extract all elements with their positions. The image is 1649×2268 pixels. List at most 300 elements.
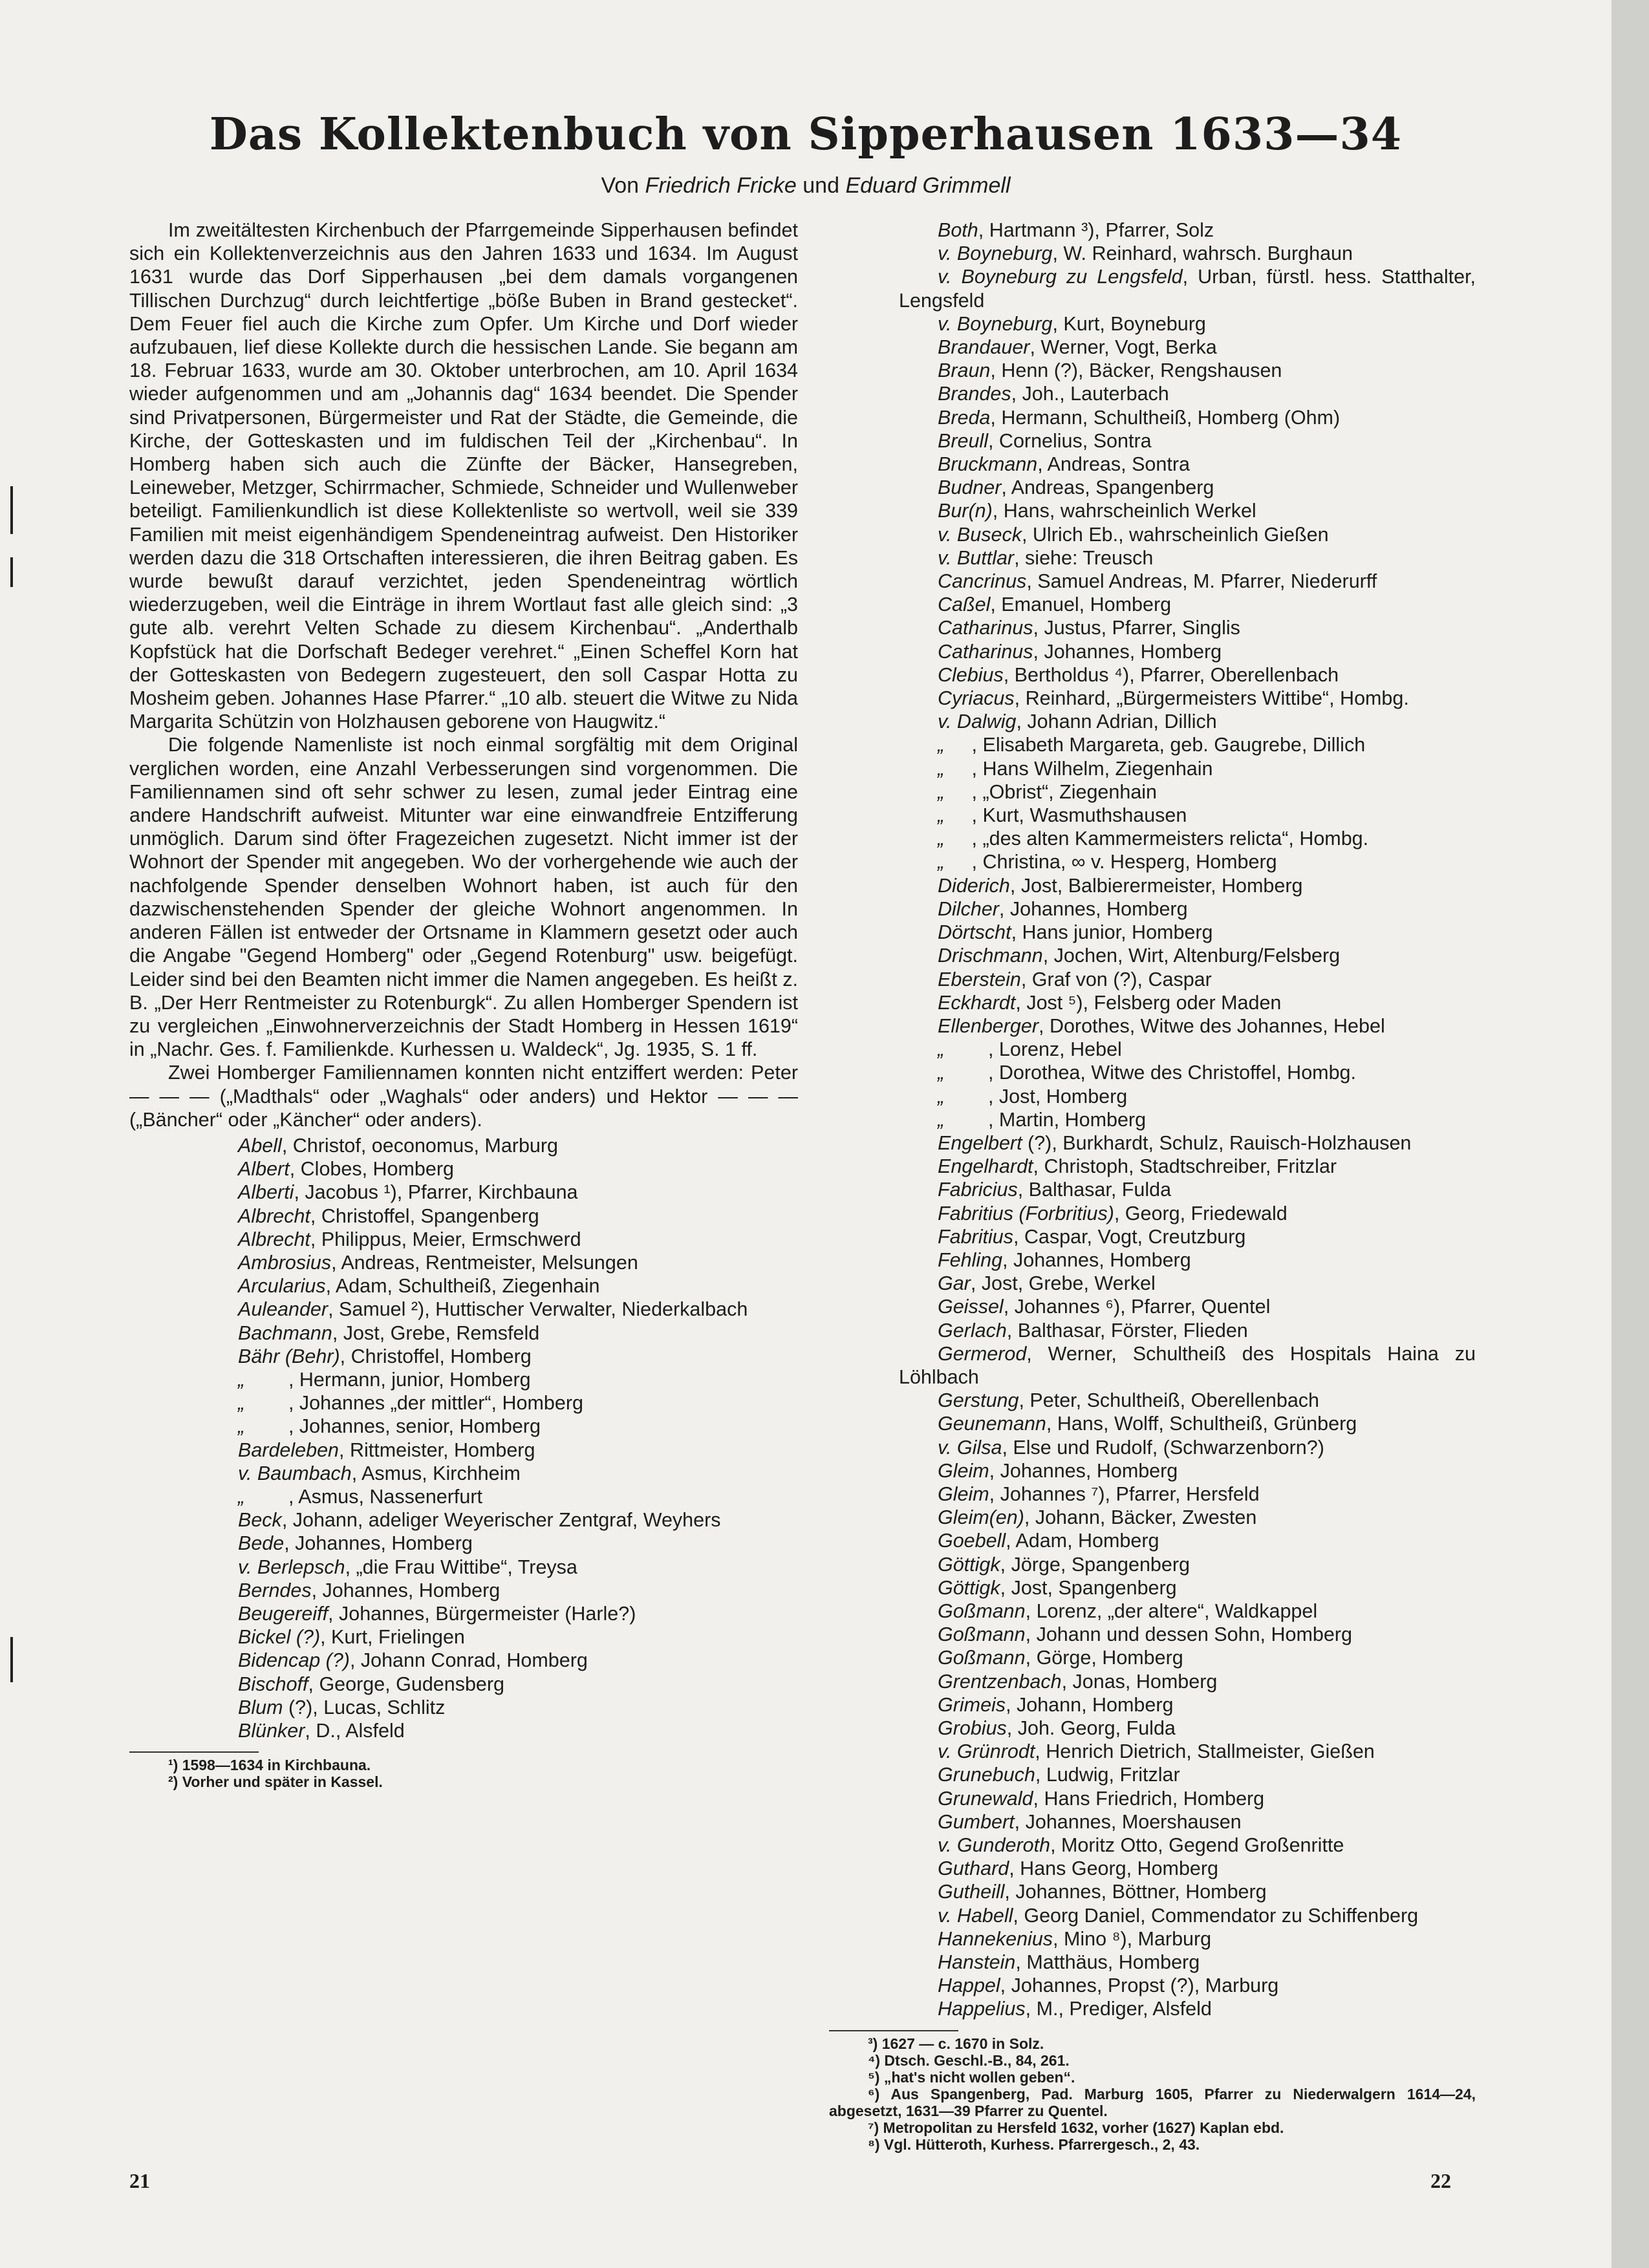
footnote: ³) 1627 — c. 1670 in Solz. — [868, 2035, 1044, 2052]
name-entry — [129, 1298, 798, 1321]
entry-details: , Jonas, Homberg — [1061, 1670, 1218, 1693]
name-entry — [829, 265, 1482, 312]
name-entry — [829, 874, 1476, 897]
name-entry — [829, 1014, 1476, 1038]
name-entry — [829, 1763, 1476, 1786]
family-name: Breull — [938, 429, 988, 452]
entry-details: , Elisabeth Margareta, geb. Gaugrebe, Dillich — [944, 734, 1366, 756]
family-name: Happel — [938, 1974, 1000, 1997]
entry-details: , Werner, Vogt, Berka — [1029, 336, 1217, 359]
entry-details: , Rittmeister, Homberg — [339, 1439, 535, 1461]
family-name: „ — [238, 1485, 245, 1508]
byline-conj: und — [803, 173, 839, 198]
family-name: Dilcher — [938, 897, 999, 920]
family-name: Drischmann — [938, 945, 1043, 967]
name-entry — [829, 1810, 1476, 1834]
entry-details: , „Obrist“, Ziegenhain — [944, 780, 1158, 803]
name-entry — [829, 1997, 1476, 2020]
entry-details: , Johannes, Homberg — [1002, 1248, 1191, 1271]
name-entry — [829, 780, 1476, 804]
name-entry — [829, 616, 1476, 639]
entry-details: , Asmus, Nassenerfurt — [244, 1485, 482, 1508]
family-name: Grimeis — [938, 1693, 1006, 1716]
family-name: Goßmann — [938, 1599, 1026, 1622]
name-entry — [829, 1576, 1476, 1599]
entry-details: , Hans Friedrich, Homberg — [1033, 1787, 1265, 1810]
family-name: v. Berlepsch — [238, 1556, 345, 1578]
name-entry — [829, 1202, 1476, 1225]
family-name: Bede — [238, 1532, 285, 1555]
name-entry — [829, 429, 1476, 453]
entry-details: , Jost, Grebe, Werkel — [970, 1272, 1156, 1295]
name-entry — [829, 1436, 1476, 1459]
name-entry — [829, 850, 1476, 873]
name-entry — [829, 897, 1476, 921]
family-name: Fabritius (Forbritius) — [938, 1202, 1114, 1225]
entry-details: , Hartmann ³), Pfarrer, Solz — [978, 219, 1214, 241]
family-name: Alberti — [238, 1181, 294, 1204]
family-name: Clebius — [938, 663, 1004, 686]
entry-details: , Christof, oeconomus, Marburg — [281, 1134, 559, 1157]
family-name: Albert — [238, 1158, 290, 1181]
name-entry — [129, 1602, 798, 1625]
entry-details: , Jacobus ¹), Pfarrer, Kirchbauna — [294, 1181, 578, 1204]
entry-details: , Philippus, Meier, Ermschwerd — [310, 1228, 581, 1250]
name-entry — [129, 1649, 798, 1672]
name-entry — [129, 1157, 798, 1181]
entry-details: , Henn (?), Bäcker, Rengshausen — [990, 359, 1282, 382]
name-entry — [129, 1696, 798, 1719]
name-entry — [829, 1085, 1476, 1108]
name-entry — [129, 1415, 798, 1438]
entry-details: , Emanuel, Homberg — [990, 594, 1172, 616]
family-name: Grentzenbach — [938, 1670, 1062, 1693]
family-name: Ellenberger — [938, 1014, 1039, 1037]
entry-details: , Kurt, Frielingen — [320, 1626, 465, 1649]
name-entry — [129, 1204, 798, 1228]
family-name: „ — [938, 757, 945, 780]
footnote-rule — [829, 2030, 958, 2031]
family-name: Engelhardt — [938, 1155, 1033, 1178]
family-name: Gerstung — [938, 1389, 1019, 1412]
right-column — [829, 219, 1482, 2153]
family-name: Gutheill — [938, 1881, 1005, 1903]
entry-details: , Lorenz, Hebel — [944, 1038, 1122, 1061]
entry-details: , Johannes, Homberg — [284, 1532, 473, 1555]
page-number-left: 21 — [129, 2169, 150, 2192]
family-name: Fehling — [938, 1248, 1003, 1271]
entry-details: , Jost, Balbierermeister, Homberg — [1009, 874, 1303, 897]
family-name: Abell — [238, 1134, 282, 1157]
name-entry — [829, 1646, 1476, 1669]
name-entry — [829, 1857, 1476, 1880]
entry-details: , Johann Adrian, Dillich — [1016, 711, 1217, 733]
entry-details: , Johannes, senior, Homberg — [244, 1415, 541, 1438]
name-entry — [829, 1693, 1476, 1717]
entry-details: , George, Gudensberg — [308, 1673, 504, 1695]
name-entry — [829, 1951, 1476, 1974]
family-name: v. Buseck — [938, 523, 1022, 546]
entry-details: , Johannes, Homberg — [998, 897, 1188, 920]
entry-details: , M., Prediger, Alsfeld — [1025, 1998, 1212, 2020]
entry-details: , Jost ⁵), Felsberg oder Maden — [1015, 991, 1282, 1014]
entry-details: , Christoph, Stadtschreiber, Fritzlar — [1033, 1155, 1337, 1178]
name-entry — [829, 1389, 1476, 1412]
entry-details: , Hans Georg, Homberg — [1009, 1857, 1218, 1880]
entry-details: , Graf von (?), Caspar — [1020, 968, 1212, 990]
family-name: „ — [238, 1415, 245, 1438]
family-name: Albrecht — [238, 1204, 310, 1227]
entry-details: , Johannes, Homberg — [311, 1579, 501, 1601]
entry-details: , siehe: Treusch — [1014, 546, 1154, 569]
entry-details: , Else und Rudolf, (Schwarzenborn?) — [1002, 1436, 1324, 1459]
name-entry — [829, 453, 1476, 476]
family-name: „ — [938, 851, 945, 873]
family-name: Germerod — [938, 1342, 1027, 1365]
name-entry — [829, 1155, 1476, 1178]
name-entry — [829, 1623, 1476, 1646]
name-entry — [829, 1459, 1476, 1482]
entry-details: , Mino ⁸), Marburg — [1053, 1927, 1212, 1950]
family-name: v. Gilsa — [938, 1436, 1002, 1459]
author-2: Eduard Grimmell — [845, 173, 1011, 198]
name-entry — [829, 1248, 1476, 1272]
name-entry — [829, 1834, 1476, 1857]
family-name: v. Grünrodt — [938, 1740, 1035, 1763]
family-name: Beck — [238, 1509, 282, 1532]
name-entry — [829, 312, 1476, 336]
entry-details: , Christina, ∞ v. Hesperg, Homberg — [944, 851, 1277, 873]
entry-details: , Andreas, Spangenberg — [1001, 476, 1214, 499]
name-entry — [829, 1974, 1476, 1997]
family-name: Bardeleben — [238, 1439, 339, 1461]
name-entry — [829, 570, 1476, 593]
name-entry — [829, 1599, 1476, 1623]
name-entry — [129, 1345, 798, 1368]
name-entry — [829, 476, 1476, 499]
entry-details: , Werner, Schultheiß des Hospitals Haina zu Löhlbach — [899, 1342, 1482, 1388]
family-name: Eckhardt — [938, 991, 1016, 1014]
name-entry — [129, 1134, 798, 1157]
name-entry — [129, 1579, 798, 1602]
left-column — [129, 219, 798, 1790]
entry-details: , Johann, Homberg — [1006, 1693, 1174, 1716]
family-name: Grunewald — [938, 1787, 1033, 1810]
entry-details: , Christoffel, Spangenberg — [310, 1204, 539, 1227]
entry-details: , Joh. Georg, Fulda — [1006, 1717, 1176, 1739]
entry-details: , Dorothes, Witwe des Johannes, Hebel — [1039, 1014, 1385, 1037]
entry-details: , Jost, Spangenberg — [1000, 1576, 1177, 1599]
entry-details: , Adam, Schultheiß, Ziegenhain — [325, 1275, 600, 1298]
family-name: Hannekenius — [938, 1927, 1053, 1950]
scan-mark — [10, 1637, 13, 1682]
entry-details: , Caspar, Vogt, Creutzburg — [1013, 1225, 1246, 1248]
footnote-rule — [129, 1751, 259, 1753]
entry-details: , Hans Wilhelm, Ziegenhain — [944, 757, 1213, 780]
family-name: „ — [938, 780, 945, 803]
name-entry — [129, 1368, 798, 1391]
family-name: Grobius — [938, 1717, 1007, 1739]
family-name: „ — [938, 1108, 945, 1131]
family-name: Budner — [938, 476, 1002, 499]
entry-details: , Martin, Homberg — [944, 1108, 1147, 1131]
entry-details: , Hans junior, Homberg — [1011, 921, 1213, 944]
entry-details: , Johannes „der mittler“, Homberg — [244, 1392, 583, 1415]
page-edge-shadow — [1611, 0, 1649, 2268]
name-entry — [129, 1439, 798, 1462]
entry-details: , Dorothea, Witwe des Christoffel, Hombg. — [944, 1062, 1356, 1084]
name-entry — [829, 1506, 1476, 1529]
name-entry — [829, 1927, 1476, 1951]
family-name: Auleander — [238, 1298, 329, 1321]
author-1: Friedrich Fricke — [645, 173, 797, 198]
entry-details: , Samuel Andreas, M. Pfarrer, Niederurff — [1026, 570, 1377, 593]
family-name: Cyriacus — [938, 687, 1015, 710]
family-name: Bruckmann — [938, 453, 1038, 476]
name-entry — [129, 1321, 798, 1345]
family-name: Goebell — [938, 1530, 1006, 1552]
entry-details: , Moritz Otto, Gegend Großenritte — [1050, 1834, 1344, 1857]
family-name: Catharinus — [938, 617, 1033, 639]
name-entry — [829, 1482, 1476, 1506]
family-name: v. Habell — [938, 1904, 1013, 1927]
family-name: Gerlach — [938, 1319, 1007, 1342]
family-name: Ambrosius — [238, 1251, 332, 1274]
family-name: Braun — [938, 359, 991, 382]
entry-details: , Johann Conrad, Homberg — [349, 1649, 588, 1672]
name-entry — [829, 499, 1476, 522]
entry-details: , Matthäus, Homberg — [1015, 1951, 1200, 1974]
family-name: Albrecht — [238, 1228, 310, 1250]
entry-details: , Lorenz, „der altere“, Waldkappel — [1025, 1599, 1318, 1622]
family-name: Beugereiff — [238, 1602, 329, 1625]
entry-details: , Johannes, Propst (?), Marburg — [1000, 1974, 1279, 1997]
name-entry — [829, 640, 1476, 663]
family-name: Happelius — [938, 1998, 1026, 2020]
name-entry — [129, 1625, 798, 1649]
entry-details: , Peter, Schultheiß, Oberellenbach — [1018, 1389, 1320, 1412]
family-name: Göttigk — [938, 1576, 1000, 1599]
entry-details: , Asmus, Kirchheim — [351, 1462, 521, 1484]
name-entry — [829, 827, 1476, 850]
name-entry — [829, 406, 1476, 429]
name-list-left — [129, 1134, 798, 1742]
entry-details: , Johann, Bäcker, Zwesten — [1024, 1506, 1257, 1529]
entry-details: (?), Burkhardt, Schulz, Rauisch-Holzhausen — [1022, 1131, 1412, 1154]
scan-mark — [10, 486, 13, 534]
entry-details: , Jost, Homberg — [944, 1085, 1128, 1107]
name-entry — [129, 1485, 798, 1508]
entry-details: , Joh., Lauterbach — [1011, 383, 1169, 405]
name-entry — [829, 219, 1476, 242]
name-entry — [829, 1272, 1476, 1295]
name-entry — [829, 1342, 1482, 1389]
entry-details: , Johannes, Böttner, Homberg — [1004, 1881, 1267, 1903]
family-name: v. Boyneburg — [938, 312, 1053, 335]
entry-details: , Georg, Friedewald — [1114, 1202, 1288, 1225]
name-entry — [829, 663, 1476, 687]
entry-details: , Jörge, Spangenberg — [1000, 1553, 1190, 1576]
name-entry — [129, 1274, 798, 1298]
name-entry — [829, 1880, 1476, 1903]
page-title: Das Kollektenbuch von Sipperhausen 1633—34 — [209, 109, 1403, 160]
name-entry — [829, 1670, 1476, 1693]
entry-details: (?), Lucas, Schlitz — [283, 1696, 446, 1718]
entry-details: , D., Alsfeld — [305, 1720, 405, 1742]
name-entry — [829, 733, 1476, 756]
family-name: Grunebuch — [938, 1764, 1035, 1786]
entry-details: , Cornelius, Sontra — [987, 429, 1152, 452]
family-name: Blum — [238, 1696, 283, 1718]
entry-details: , Hans, wahrscheinlich Werkel — [992, 500, 1256, 522]
family-name: Both — [938, 219, 978, 241]
entry-details: , Adam, Homberg — [1006, 1530, 1159, 1552]
entry-details: , Andreas, Rentmeister, Melsungen — [331, 1251, 638, 1274]
name-entry — [829, 1904, 1476, 1927]
entry-details: , Johannes ⁷), Pfarrer, Hersfeld — [989, 1482, 1260, 1505]
entry-details: , Hans, Wolff, Schultheiß, Grünberg — [1046, 1413, 1357, 1435]
byline — [0, 173, 1611, 198]
name-entry — [129, 1556, 798, 1579]
entry-details: , Reinhard, „Bürgermeisters Wittibe“, Hombg. — [1014, 687, 1409, 710]
name-entry — [829, 757, 1476, 780]
footnotes-left — [129, 1757, 798, 1790]
name-entry — [829, 1412, 1476, 1435]
family-name: Cancrinus — [938, 570, 1027, 593]
family-name: Caßel — [938, 594, 991, 616]
family-name: v. Boyneburg zu Lengsfeld — [938, 266, 1183, 288]
name-entry — [829, 1225, 1476, 1248]
family-name: v. Buttlar — [938, 546, 1015, 569]
name-entry — [829, 968, 1476, 991]
family-name: „ — [938, 1062, 945, 1084]
family-name: Catharinus — [938, 640, 1033, 663]
footnote: ⁵) „hat's nicht wollen geben“. — [868, 2068, 1075, 2086]
entry-details: , Ulrich Eb., wahrscheinlich Gießen — [1021, 523, 1329, 546]
name-entry — [829, 710, 1476, 733]
entry-details: , Hermann, junior, Homberg — [244, 1368, 531, 1391]
intro-paragraph: Zwei Homberger Familiennamen konnten nicht entziffert werden: Peter — — — („Madthals“ oder „Waghals“ oder anders) und Hektor — — — („Bäncher“ oder „Käncher“ oder anders). — [129, 1062, 798, 1131]
entry-details: , Balthasar, Fulda — [1017, 1179, 1172, 1201]
name-entry — [829, 921, 1476, 944]
family-name: Breda — [938, 406, 991, 429]
family-name: Bidencap (?) — [238, 1649, 350, 1672]
footnotes-right — [829, 2035, 1476, 2153]
name-entry — [829, 1295, 1476, 1318]
name-entry — [829, 991, 1476, 1014]
family-name: Gleim(en) — [938, 1506, 1024, 1529]
entry-details: , Jost, Grebe, Remsfeld — [332, 1321, 540, 1344]
name-entry — [129, 1673, 798, 1696]
entry-details: , Johannes, Homberg — [989, 1459, 1178, 1482]
name-entry — [829, 687, 1476, 710]
family-name: Fabritius — [938, 1225, 1013, 1248]
family-name: Blünker — [238, 1720, 305, 1742]
family-name: Diderich — [938, 874, 1010, 897]
page-number-right: 22 — [1430, 2169, 1451, 2192]
name-entry — [129, 1719, 798, 1742]
entry-details: , Johannes, Homberg — [1033, 640, 1222, 663]
name-list-right — [829, 219, 1482, 2021]
name-entry — [129, 1462, 798, 1485]
intro-paragraph: Im zweitältesten Kirchenbuch der Pfarrgemeinde Sipperhausen befindet sich ein Kollektenverzeichnis aus den Jahren 1633 und 1634. Im August 1631 wurde das Dorf Sipperhausen „bei dem damals vorgangenen Tillischen Durchzug“ durch leichtfertige „böße Buben in Brand gestecket“. Dem Feuer fiel auch die Kirche zum Opfer. Um Kirche und Dorf wieder aufzubauen, lief diese Kollekte durch die hessischen Lande. Sie begann am 18. Februar 1633, wurde am 30. Oktober unterbrochen, am 10. April 1634 wieder aufgenommen und am „Johannis dag“ 1634 beendet. Die Spender sind Privatpersonen, Bürgermeister und Rat der Städte, die Gemeinde, die Kirche, der Gotteskasten und im fuldischen Teil der „Kirchenbau“. In Homberg haben sich auch die Zünfte der Bäcker, Hansegreben, Leineweber, Metzger, Schirrmacher, Schmiede, Schneider und Wullenweber beteiligt. Familienkundlich ist diese Kollektenliste so wertvoll, weil sie 339 Familien mit meist eigenhändigem Spendeneintrag aufweist. Den Historiker werden dazu die 318 Ortschaften interessieren, die ihren Beitrag gaben. Es wurde bewußt darauf verzichtet, jeden Spendeneintrag wörtlich wiederzugeben, weil die Einträge in ihrem Wortlaut fast alle gleich sind: „3 gute alb. verehrt Velten Schade zu diesem Kirchenbau“. „Anderthalb Kopfstück hat die Dorfschaft Bedeger verehret.“ „Einen Scheffel Korn hat der Gotteskasten von Bedegern zugesteuert, den soll Caspar Hotta zu Mosheim geben. Johannes Hase Pfarrer.“ „10 alb. steuert die Witwe zu Nida Margarita Schützin von Holzhausen geborene von Haugwitz.“ — [129, 219, 798, 733]
entry-details: , „des alten Kammermeisters relicta“, Hombg. — [944, 828, 1369, 850]
footnote: ¹) 1598—1634 in Kirchbauna. — [168, 1757, 371, 1774]
name-entry — [829, 1717, 1476, 1740]
family-name: Göttigk — [938, 1553, 1000, 1576]
family-name: Goßmann — [938, 1623, 1026, 1646]
footnote: ⁸) Vgl. Hütteroth, Kurhess. Pfarrergesch., 2, 43. — [868, 2135, 1200, 2153]
entry-details: , Andreas, Sontra — [1037, 453, 1190, 476]
family-name: „ — [938, 1038, 945, 1061]
family-name: Goßmann — [938, 1647, 1026, 1669]
entry-details: , Henrich Dietrich, Stallmeister, Gießen — [1035, 1740, 1375, 1763]
name-entry — [829, 359, 1476, 382]
family-name: Bachmann — [238, 1321, 332, 1344]
entry-details: , Bertholdus ⁴), Pfarrer, Oberellenbach — [1003, 663, 1339, 686]
name-entry — [829, 804, 1476, 827]
name-entry — [129, 1532, 798, 1555]
name-entry — [129, 1228, 798, 1251]
entry-details: , „die Frau Wittibe“, Treysa — [345, 1556, 577, 1578]
entry-details: , Jochen, Wirt, Altenburg/Felsberg — [1042, 945, 1341, 967]
entry-details: , Samuel ²), Huttischer Verwalter, Niederkalbach — [328, 1298, 748, 1321]
name-entry — [829, 1529, 1476, 1552]
family-name: Gar — [938, 1272, 971, 1295]
family-name: Eberstein — [938, 968, 1021, 990]
name-entry — [829, 546, 1476, 570]
name-entry — [829, 523, 1476, 546]
name-entry — [129, 1508, 798, 1532]
family-name: Brandauer — [938, 336, 1030, 359]
entry-details: , Ludwig, Fritzlar — [1035, 1764, 1180, 1786]
name-entry — [829, 1108, 1476, 1131]
family-name: „ — [938, 1085, 945, 1107]
name-entry — [829, 1319, 1476, 1342]
entry-details: , Urban, fürstl. hess. Statthalter, Lengsfeld — [899, 266, 1482, 312]
name-entry — [829, 1740, 1476, 1763]
family-name: Bischoff — [238, 1673, 308, 1695]
family-name: Dörtscht — [938, 921, 1011, 944]
footnote: ⁷) Metropolitan zu Hersfeld 1632, vorher (1627) Kaplan ebd. — [868, 2119, 1284, 2136]
name-entry — [829, 593, 1476, 616]
footnote: ²) Vorher und später in Kassel. — [168, 1773, 383, 1791]
family-name: „ — [238, 1368, 245, 1391]
name-entry — [829, 1131, 1476, 1155]
entry-details: , Clobes, Homberg — [289, 1158, 454, 1181]
name-entry — [829, 944, 1476, 967]
entry-details: , Christoffel, Homberg — [339, 1345, 532, 1367]
family-name: Gleim — [938, 1482, 989, 1505]
scan-mark — [10, 557, 13, 587]
entry-details: , Johannes ⁶), Pfarrer, Quentel — [1003, 1296, 1271, 1318]
entry-details: , W. Reinhard, wahrsch. Burghaun — [1052, 242, 1353, 265]
name-entry — [829, 242, 1476, 265]
family-name: Bur(n) — [938, 500, 993, 522]
entry-details: , Balthasar, Förster, Flieden — [1006, 1319, 1248, 1342]
entry-details: , Georg Daniel, Commendator zu Schiffenberg — [1013, 1904, 1419, 1927]
name-entry — [829, 336, 1476, 359]
byline-prefix: Von — [601, 173, 640, 198]
family-name: „ — [238, 1392, 245, 1415]
family-name: Arcularius — [238, 1275, 326, 1298]
footnote: ⁴) Dtsch. Geschl.-B., 84, 261. — [868, 2051, 1070, 2069]
family-name: Engelbert — [938, 1131, 1022, 1154]
entry-details: , Kurt, Wasmuthshausen — [944, 804, 1187, 827]
name-entry — [829, 1178, 1476, 1201]
entry-details: , Hermann, Schultheiß, Homberg (Ohm) — [990, 406, 1341, 429]
family-name: „ — [938, 804, 945, 827]
